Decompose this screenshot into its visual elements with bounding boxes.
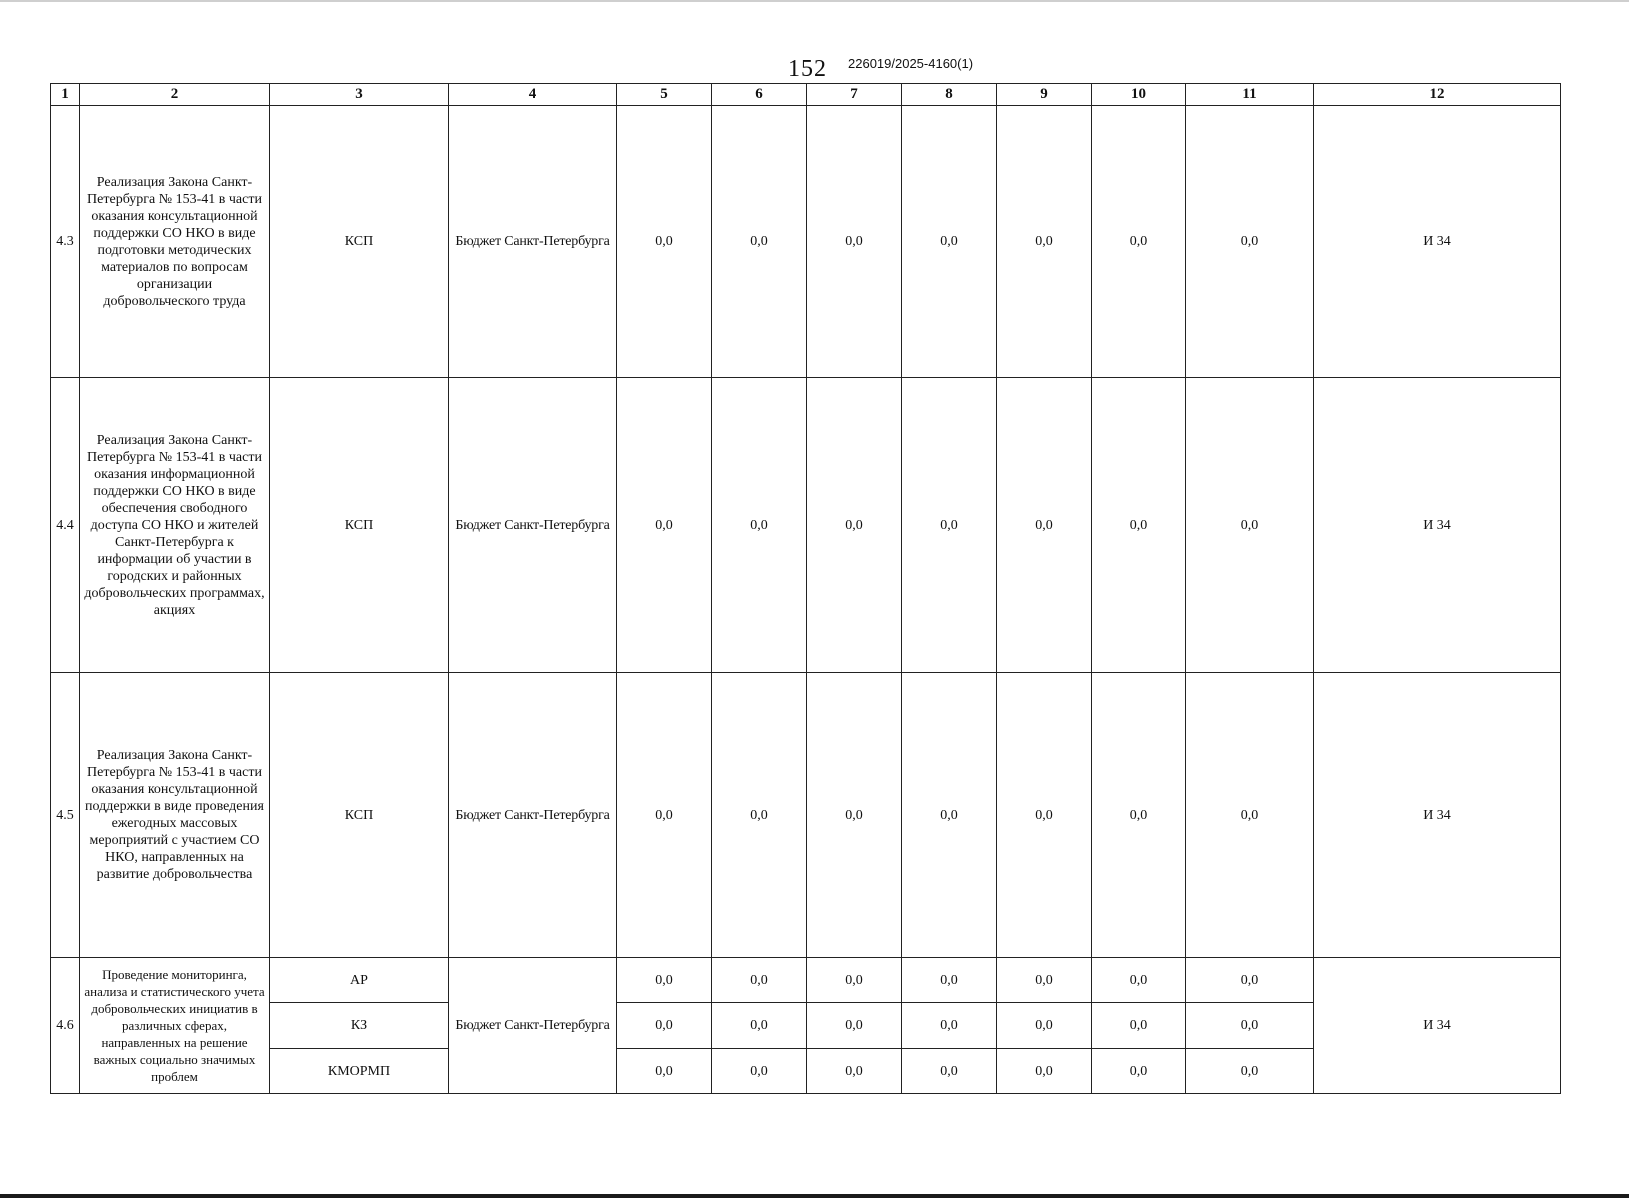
indicator-code: И 34 [1314, 106, 1561, 378]
value-cell: 0,0 [1186, 1049, 1314, 1094]
executor: КМОРМП [270, 1049, 449, 1094]
scan-edge-top [0, 0, 1629, 2]
value-cell: 0,0 [902, 1003, 997, 1049]
value-cell: 0,0 [617, 958, 712, 1003]
value-cell: 0,0 [1186, 378, 1314, 673]
funding-source: Бюджет Санкт-Петербурга [449, 378, 617, 673]
value-cell: 0,0 [617, 106, 712, 378]
column-number-row [51, 84, 1561, 106]
column-header: 7 [807, 84, 902, 106]
executor: КЗ [270, 1003, 449, 1049]
executor: КСП [270, 378, 449, 673]
value-cell: 0,0 [807, 106, 902, 378]
value-cell: 0,0 [1186, 106, 1314, 378]
executor: КСП [270, 106, 449, 378]
value-cell: 0,0 [712, 958, 807, 1003]
value-cell: 0,0 [617, 1003, 712, 1049]
executor: АР [270, 958, 449, 1003]
value-cell: 0,0 [902, 378, 997, 673]
value-cell: 0,0 [617, 673, 712, 958]
indicator-code: И 34 [1314, 673, 1561, 958]
value-cell: 0,0 [1186, 958, 1314, 1003]
value-cell: 0,0 [1186, 1003, 1314, 1049]
activity-name: Реализация Закона Санкт-Петербурга № 153-41 в части оказания информационной поддержки СО НКО в виде обеспечения свободного доступа СО НКО и жителей Санкт-Петербурга к информации об участии в городских и районных добровольческих программах, акциях [80, 378, 270, 673]
value-cell: 0,0 [1092, 378, 1186, 673]
value-cell: 0,0 [617, 1049, 712, 1094]
executor: КСП [270, 673, 449, 958]
value-cell: 0,0 [807, 958, 902, 1003]
row-number: 4.3 [51, 106, 80, 378]
value-cell: 0,0 [997, 378, 1092, 673]
value-cell: 0,0 [997, 106, 1092, 378]
activity-name: Реализация Закона Санкт-Петербурга № 153-41 в части оказания консультационной поддержки СО НКО в виде подготовки методических материалов по вопросам организации добровольческого труда [80, 106, 270, 378]
row-number: 4.6 [51, 958, 80, 1094]
column-header: 10 [1092, 84, 1186, 106]
value-cell: 0,0 [902, 673, 997, 958]
value-cell: 0,0 [712, 1049, 807, 1094]
column-header: 9 [997, 84, 1092, 106]
value-cell: 0,0 [1092, 958, 1186, 1003]
value-cell: 0,0 [712, 673, 807, 958]
column-header: 6 [712, 84, 807, 106]
value-cell: 0,0 [997, 1003, 1092, 1049]
column-header: 4 [449, 84, 617, 106]
value-cell: 0,0 [1092, 673, 1186, 958]
value-cell: 0,0 [807, 673, 902, 958]
value-cell: 0,0 [712, 1003, 807, 1049]
row-number: 4.5 [51, 673, 80, 958]
indicator-code: И 34 [1314, 958, 1561, 1094]
table-row [51, 106, 1561, 378]
column-header: 8 [902, 84, 997, 106]
value-cell: 0,0 [617, 378, 712, 673]
column-header: 5 [617, 84, 712, 106]
column-header: 12 [1314, 84, 1561, 106]
value-cell: 0,0 [902, 958, 997, 1003]
row-number: 4.4 [51, 378, 80, 673]
funding-source: Бюджет Санкт-Петербурга [449, 958, 617, 1094]
value-cell: 0,0 [997, 958, 1092, 1003]
value-cell: 0,0 [997, 673, 1092, 958]
value-cell: 0,0 [1186, 673, 1314, 958]
table-row [51, 378, 1561, 673]
scan-edge-bottom [0, 1194, 1629, 1198]
funding-source: Бюджет Санкт-Петербурга [449, 106, 617, 378]
value-cell: 0,0 [807, 1049, 902, 1094]
value-cell: 0,0 [807, 1003, 902, 1049]
column-header: 2 [80, 84, 270, 106]
column-header: 11 [1186, 84, 1314, 106]
value-cell: 0,0 [712, 378, 807, 673]
document-reference: 226019/2025-4160(1) [848, 56, 974, 71]
table-row [51, 958, 1561, 1003]
value-cell: 0,0 [902, 1049, 997, 1094]
activity-name: Проведение мониторинга, анализа и статистического учета добровольческих инициатив в различных сферах, направленных на решение важных социально значимых проблем [80, 958, 270, 1094]
value-cell: 0,0 [1092, 1003, 1186, 1049]
value-cell: 0,0 [712, 106, 807, 378]
program-activities-table [50, 83, 1561, 1094]
page-number: 152 [788, 56, 827, 82]
column-header: 1 [51, 84, 80, 106]
funding-source: Бюджет Санкт-Петербурга [449, 673, 617, 958]
table-row [51, 673, 1561, 958]
activity-name: Реализация Закона Санкт-Петербурга № 153-41 в части оказания консультационной поддержки в виде проведения ежегодных массовых мероприятий с участием СО НКО, направленных на развитие добровольчества [80, 673, 270, 958]
value-cell: 0,0 [997, 1049, 1092, 1094]
indicator-code: И 34 [1314, 378, 1561, 673]
value-cell: 0,0 [902, 106, 997, 378]
value-cell: 0,0 [807, 378, 902, 673]
column-header: 3 [270, 84, 449, 106]
value-cell: 0,0 [1092, 106, 1186, 378]
value-cell: 0,0 [1092, 1049, 1186, 1094]
